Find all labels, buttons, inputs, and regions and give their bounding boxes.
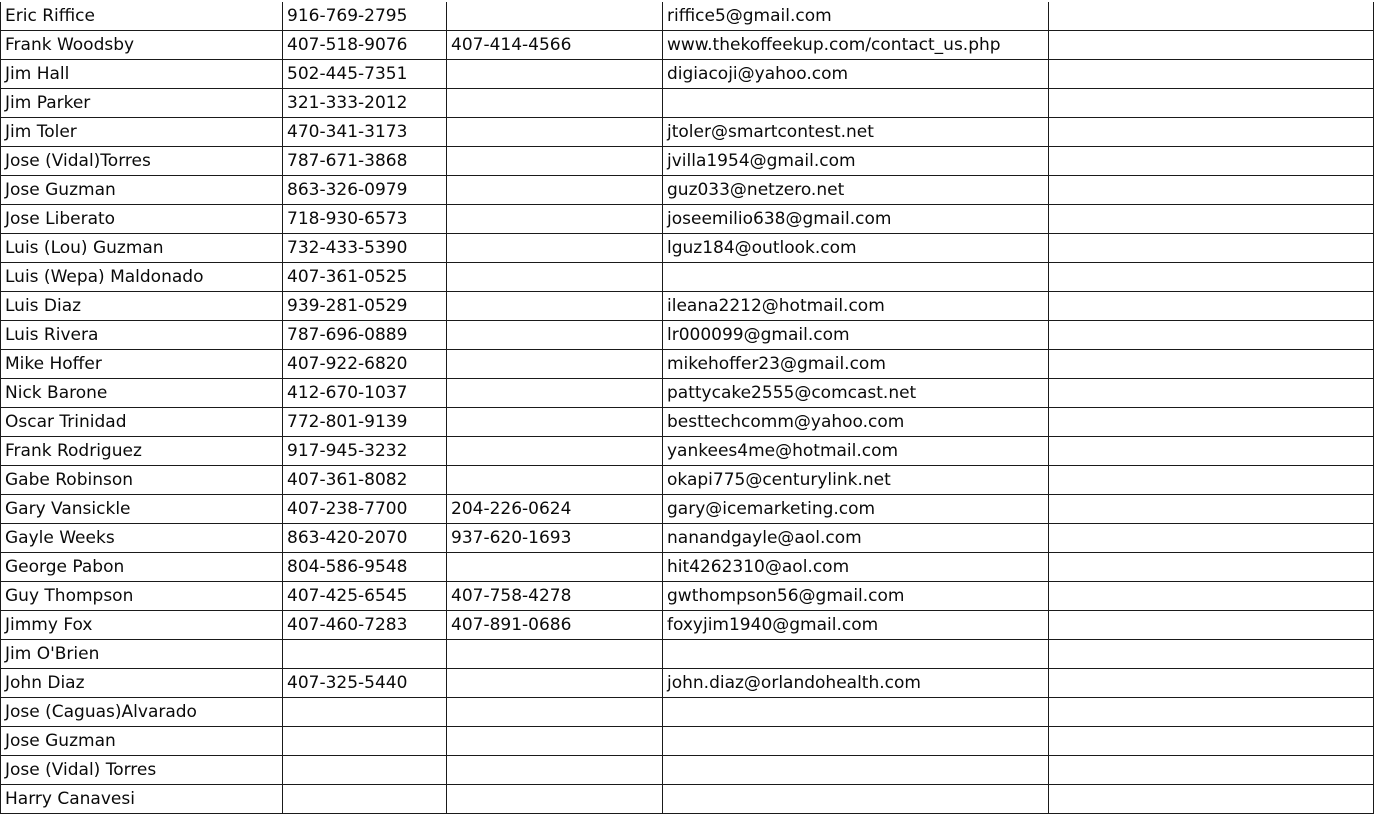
table-row	[1, 2, 1374, 31]
contact-table-body	[1, 2, 1374, 814]
table-row	[1, 466, 1374, 495]
cell-blank[interactable]	[1049, 60, 1374, 89]
cell-phone-secondary[interactable]	[447, 553, 663, 582]
cell-email[interactable]: digiacoji@yahoo.com	[663, 60, 1049, 89]
cell-email[interactable]: yankees4me@hotmail.com	[663, 437, 1049, 466]
cell-blank[interactable]	[1049, 582, 1374, 611]
cell-phone-primary[interactable]: 732-433-5390	[283, 234, 447, 263]
table-row	[1, 350, 1374, 379]
cell-phone-secondary[interactable]	[447, 118, 663, 147]
cell-name[interactable]: Nick Barone	[1, 379, 283, 408]
cell-email[interactable]: foxyjim1940@gmail.com	[663, 611, 1049, 640]
cell-phone-secondary[interactable]	[447, 89, 663, 118]
cell-email[interactable]: ileana2212@hotmail.com	[663, 292, 1049, 321]
cell-phone-primary[interactable]: 321-333-2012	[283, 89, 447, 118]
cell-email[interactable]	[663, 698, 1049, 727]
cell-name[interactable]: Jose (Vidal) Torres	[1, 756, 283, 785]
cell-email[interactable]: okapi775@centurylink.net	[663, 466, 1049, 495]
cell-name[interactable]: Luis (Lou) Guzman	[1, 234, 283, 263]
cell-name[interactable]: Luis Diaz	[1, 292, 283, 321]
cell-blank[interactable]	[1049, 176, 1374, 205]
cell-phone-secondary[interactable]	[447, 60, 663, 89]
cell-phone-secondary[interactable]	[447, 437, 663, 466]
cell-email[interactable]: jtoler@smartcontest.net	[663, 118, 1049, 147]
table-row	[1, 495, 1374, 524]
cell-blank[interactable]	[1049, 408, 1374, 437]
cell-phone-primary[interactable]: 939-281-0529	[283, 292, 447, 321]
cell-blank[interactable]	[1049, 669, 1374, 698]
cell-phone-secondary[interactable]	[447, 321, 663, 350]
cell-email[interactable]	[663, 89, 1049, 118]
cell-email[interactable]: lr000099@gmail.com	[663, 321, 1049, 350]
cell-blank[interactable]	[1049, 524, 1374, 553]
cell-phone-primary[interactable]	[283, 756, 447, 785]
cell-blank[interactable]	[1049, 785, 1374, 814]
cell-blank[interactable]	[1049, 379, 1374, 408]
cell-phone-secondary[interactable]	[447, 147, 663, 176]
cell-phone-secondary[interactable]: 407-414-4566	[447, 31, 663, 60]
cell-email[interactable]: nanandgayle@aol.com	[663, 524, 1049, 553]
cell-blank[interactable]	[1049, 611, 1374, 640]
cell-name[interactable]: Gary Vansickle	[1, 495, 283, 524]
cell-phone-primary[interactable]: 863-326-0979	[283, 176, 447, 205]
cell-blank[interactable]	[1049, 437, 1374, 466]
cell-email[interactable]	[663, 640, 1049, 669]
cell-phone-secondary[interactable]	[447, 350, 663, 379]
cell-phone-secondary[interactable]	[447, 379, 663, 408]
cell-phone-secondary[interactable]	[447, 785, 663, 814]
cell-blank[interactable]	[1049, 350, 1374, 379]
table-row	[1, 205, 1374, 234]
cell-name[interactable]: Gabe Robinson	[1, 466, 283, 495]
cell-name[interactable]: Jim O'Brien	[1, 640, 283, 669]
cell-phone-primary[interactable]: 502-445-7351	[283, 60, 447, 89]
cell-name[interactable]: Eric Riffice	[1, 2, 283, 31]
cell-phone-primary[interactable]: 917-945-3232	[283, 437, 447, 466]
cell-email[interactable]: john.diaz@orlandohealth.com	[663, 669, 1049, 698]
cell-phone-secondary[interactable]	[447, 408, 663, 437]
cell-name[interactable]: Harry Canavesi	[1, 785, 283, 814]
cell-blank[interactable]	[1049, 553, 1374, 582]
cell-phone-secondary[interactable]	[447, 205, 663, 234]
cell-email[interactable]: guz033@netzero.net	[663, 176, 1049, 205]
cell-name[interactable]: Jose (Caguas)Alvarado	[1, 698, 283, 727]
cell-phone-primary[interactable]: 916-769-2795	[283, 2, 447, 31]
table-row	[1, 727, 1374, 756]
cell-email[interactable]: pattycake2555@comcast.net	[663, 379, 1049, 408]
cell-blank[interactable]	[1049, 727, 1374, 756]
cell-name[interactable]: George Pabon	[1, 553, 283, 582]
table-row	[1, 31, 1374, 60]
table-row	[1, 611, 1374, 640]
cell-name[interactable]: John Diaz	[1, 669, 283, 698]
cell-phone-primary[interactable]	[283, 640, 447, 669]
cell-phone-secondary[interactable]: 407-758-4278	[447, 582, 663, 611]
cell-phone-secondary[interactable]	[447, 756, 663, 785]
cell-phone-secondary[interactable]	[447, 292, 663, 321]
cell-blank[interactable]	[1049, 495, 1374, 524]
table-row	[1, 118, 1374, 147]
cell-name[interactable]: Jose Guzman	[1, 176, 283, 205]
table-row	[1, 379, 1374, 408]
cell-blank[interactable]	[1049, 89, 1374, 118]
cell-name[interactable]: Guy Thompson	[1, 582, 283, 611]
cell-name[interactable]: Oscar Trinidad	[1, 408, 283, 437]
cell-email[interactable]: besttechcomm@yahoo.com	[663, 408, 1049, 437]
cell-name[interactable]: Jim Hall	[1, 60, 283, 89]
cell-email[interactable]: mikehoffer23@gmail.com	[663, 350, 1049, 379]
cell-blank[interactable]	[1049, 466, 1374, 495]
cell-phone-secondary[interactable]	[447, 698, 663, 727]
cell-phone-primary[interactable]: 407-238-7700	[283, 495, 447, 524]
cell-phone-primary[interactable]	[283, 698, 447, 727]
cell-name[interactable]: Luis Rivera	[1, 321, 283, 350]
cell-phone-primary[interactable]: 407-325-5440	[283, 669, 447, 698]
cell-phone-secondary[interactable]	[447, 727, 663, 756]
cell-email[interactable]	[663, 727, 1049, 756]
table-row	[1, 524, 1374, 553]
cell-email[interactable]	[663, 263, 1049, 292]
table-row	[1, 437, 1374, 466]
cell-phone-secondary[interactable]: 407-891-0686	[447, 611, 663, 640]
table-row	[1, 292, 1374, 321]
cell-phone-primary[interactable]	[283, 785, 447, 814]
cell-name[interactable]: Jim Parker	[1, 89, 283, 118]
cell-name[interactable]: Jimmy Fox	[1, 611, 283, 640]
cell-phone-primary[interactable]: 407-518-9076	[283, 31, 447, 60]
cell-phone-secondary[interactable]	[447, 234, 663, 263]
cell-name[interactable]: Jose Guzman	[1, 727, 283, 756]
cell-blank[interactable]	[1049, 321, 1374, 350]
cell-phone-secondary[interactable]	[447, 263, 663, 292]
cell-phone-primary[interactable]: 412-670-1037	[283, 379, 447, 408]
table-row	[1, 785, 1374, 814]
cell-name[interactable]: Jose (Vidal)Torres	[1, 147, 283, 176]
cell-phone-primary[interactable]: 407-361-8082	[283, 466, 447, 495]
table-row	[1, 756, 1374, 785]
cell-phone-primary[interactable]: 470-341-3173	[283, 118, 447, 147]
table-row	[1, 89, 1374, 118]
cell-blank[interactable]	[1049, 756, 1374, 785]
cell-email[interactable]: www.thekoffeekup.com/contact_us.php	[663, 31, 1049, 60]
cell-blank[interactable]	[1049, 640, 1374, 669]
cell-phone-primary[interactable]: 718-930-6573	[283, 205, 447, 234]
cell-name[interactable]: Frank Woodsby	[1, 31, 283, 60]
cell-name[interactable]: Jose Liberato	[1, 205, 283, 234]
cell-blank[interactable]	[1049, 2, 1374, 31]
cell-email[interactable]: gwthompson56@gmail.com	[663, 582, 1049, 611]
cell-blank[interactable]	[1049, 292, 1374, 321]
table-row	[1, 147, 1374, 176]
cell-phone-secondary[interactable]: 937-620-1693	[447, 524, 663, 553]
cell-email[interactable]: lguz184@outlook.com	[663, 234, 1049, 263]
cell-name[interactable]: Jim Toler	[1, 118, 283, 147]
cell-phone-secondary[interactable]	[447, 2, 663, 31]
cell-email[interactable]	[663, 756, 1049, 785]
cell-blank[interactable]	[1049, 205, 1374, 234]
table-row	[1, 669, 1374, 698]
cell-blank[interactable]	[1049, 234, 1374, 263]
cell-phone-primary[interactable]: 787-696-0889	[283, 321, 447, 350]
cell-phone-primary[interactable]: 407-460-7283	[283, 611, 447, 640]
cell-phone-primary[interactable]: 407-922-6820	[283, 350, 447, 379]
table-row	[1, 408, 1374, 437]
cell-phone-secondary[interactable]	[447, 466, 663, 495]
cell-email[interactable]: joseemilio638@gmail.com	[663, 205, 1049, 234]
table-row	[1, 698, 1374, 727]
cell-blank[interactable]	[1049, 31, 1374, 60]
cell-name[interactable]: Frank Rodriguez	[1, 437, 283, 466]
cell-phone-primary[interactable]: 407-361-0525	[283, 263, 447, 292]
cell-name[interactable]: Luis (Wepa) Maldonado	[1, 263, 283, 292]
cell-phone-secondary[interactable]	[447, 176, 663, 205]
cell-phone-primary[interactable]: 787-671-3868	[283, 147, 447, 176]
table-row	[1, 553, 1374, 582]
table-row	[1, 234, 1374, 263]
table-row	[1, 60, 1374, 89]
table-row	[1, 176, 1374, 205]
cell-email[interactable]: gary@icemarketing.com	[663, 495, 1049, 524]
cell-phone-primary[interactable]: 407-425-6545	[283, 582, 447, 611]
cell-email[interactable]: riffice5@gmail.com	[663, 2, 1049, 31]
cell-blank[interactable]	[1049, 698, 1374, 727]
table-row	[1, 263, 1374, 292]
cell-phone-secondary[interactable]	[447, 669, 663, 698]
cell-blank[interactable]	[1049, 263, 1374, 292]
cell-phone-primary[interactable]: 772-801-9139	[283, 408, 447, 437]
cell-blank[interactable]	[1049, 118, 1374, 147]
cell-phone-primary[interactable]	[283, 727, 447, 756]
cell-phone-secondary[interactable]: 204-226-0624	[447, 495, 663, 524]
cell-email[interactable]: jvilla1954@gmail.com	[663, 147, 1049, 176]
cell-blank[interactable]	[1049, 147, 1374, 176]
cell-email[interactable]: hit4262310@aol.com	[663, 553, 1049, 582]
cell-email[interactable]	[663, 785, 1049, 814]
cell-name[interactable]: Mike Hoffer	[1, 350, 283, 379]
table-row	[1, 321, 1374, 350]
cell-phone-secondary[interactable]	[447, 640, 663, 669]
table-row	[1, 582, 1374, 611]
table-row	[1, 640, 1374, 669]
cell-phone-primary[interactable]: 804-586-9548	[283, 553, 447, 582]
contact-table	[0, 2, 1374, 814]
cell-phone-primary[interactable]: 863-420-2070	[283, 524, 447, 553]
cell-name[interactable]: Gayle Weeks	[1, 524, 283, 553]
